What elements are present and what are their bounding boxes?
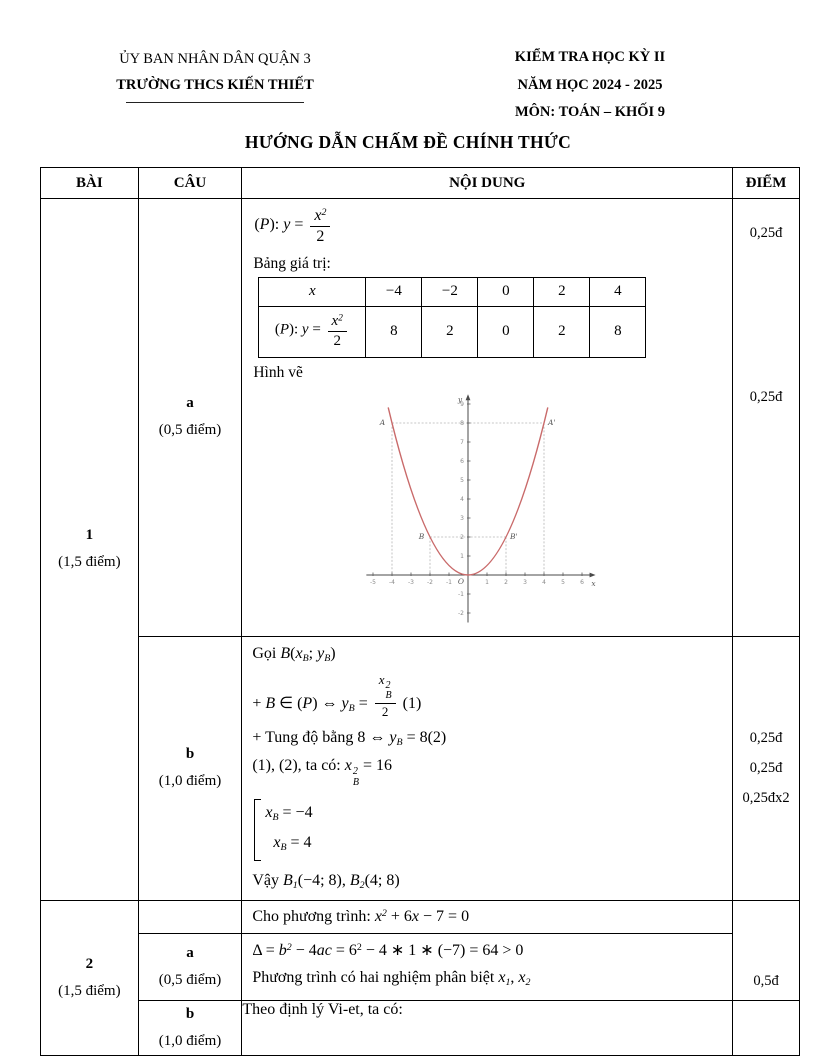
bai1-cell (41, 199, 139, 901)
cau1b-points: (1,0 điểm) (158, 773, 222, 790)
content1b-cell (242, 636, 733, 900)
content1a-cell (242, 199, 733, 637)
x-value: 2 (534, 277, 590, 306)
score-value: 0,25đ (749, 760, 783, 777)
subject-line: MÔN: TOÁN – KHỐI 9 (514, 104, 666, 120)
svg-text:6: 6 (580, 578, 585, 586)
exam-header (445, 44, 735, 127)
x-value: 4 (590, 277, 646, 306)
col-header-bai: BÀI (41, 168, 139, 199)
solution-line: Theo định lý Vi-et, ta có: (242, 1000, 403, 1018)
svg-text:1: 1 (460, 552, 465, 560)
svg-text:4: 4 (542, 578, 547, 586)
cau2a-letter: a (186, 944, 194, 961)
col-header-noidung: NỘI DUNG (242, 168, 733, 199)
solution-line: Gọi $B(x_B$; $y_B$) (252, 644, 336, 664)
diem1b-cell (733, 636, 800, 900)
table-row (41, 900, 800, 933)
school-name: TRƯỜNG THCS KIẾN THIẾT (116, 77, 314, 93)
svg-text:-1: -1 (458, 590, 465, 598)
cau1b-cell (138, 636, 242, 900)
case-line: $x_B = -4$ (265, 804, 313, 823)
svg-text:A: A (380, 417, 386, 427)
figure-label: Hình vẽ (253, 363, 303, 381)
svg-text:B: B (419, 531, 425, 541)
svg-text:1: 1 (485, 578, 490, 586)
table-row (41, 933, 800, 1000)
cau2-empty-cell (138, 900, 242, 933)
svg-text:B': B' (510, 531, 518, 541)
cau1a-letter: a (186, 395, 194, 412)
table-header-row (41, 168, 800, 199)
x-value: −2 (422, 277, 478, 306)
svg-text:-2: -2 (458, 609, 465, 617)
table-row (41, 199, 800, 637)
content2b-cell (242, 1000, 733, 1055)
cases-bracket (252, 797, 312, 863)
solution-line: $\Delta = b^2 - 4ac = 6^2 - 4$ ∗ 1 ∗ (−7) = 64 > 0 (252, 941, 524, 959)
cau2a-points: (0,5 điểm) (158, 971, 222, 988)
solution-cases (252, 797, 722, 863)
bai2-cell (41, 900, 139, 1055)
solution-line: Vậy $B_1(-4$; 8), $B_2(4$; 8) (252, 871, 400, 891)
col-header-cau: CÂU (138, 168, 242, 199)
svg-text:-5: -5 (370, 578, 377, 586)
value-table-y-row (259, 306, 646, 357)
cau1a-cell (138, 199, 242, 637)
solution-line: (1), (2), ta có: x 2 B = 16 (252, 756, 392, 788)
svg-text:5: 5 (460, 476, 465, 484)
solution-line: Phương trình có hai nghiệm phân biệt $x_1$, $x_2$ (252, 968, 531, 988)
equation-line: Cho phương trình: $x^2 + 6x - 7 = 0$ (252, 907, 470, 925)
svg-text:3: 3 (460, 514, 465, 522)
x-label-cell: x (259, 277, 366, 306)
svg-text:8: 8 (460, 419, 465, 427)
svg-text:x: x (591, 578, 597, 588)
svg-text:4: 4 (460, 495, 465, 503)
cau2b-cell (138, 1000, 242, 1055)
y-value: 0 (478, 306, 534, 357)
value-table-x-row (259, 277, 646, 306)
answer-key-table (40, 167, 800, 1056)
parabola-equation: (P): y = $\frac{x^2}{2}$ (254, 207, 724, 247)
table-row (41, 1000, 800, 1055)
diem1a-cell (733, 199, 800, 637)
svg-text:A': A' (548, 417, 556, 427)
y-value: 2 (422, 306, 478, 357)
svg-text:6: 6 (460, 457, 465, 465)
score-value: 0,25đx2 (742, 790, 790, 807)
y-value: 2 (534, 306, 590, 357)
svg-text:-2: -2 (427, 578, 434, 586)
cau2b-letter: b (185, 1005, 195, 1022)
diem2a-cell (733, 900, 800, 1000)
cau2a-cell (138, 933, 242, 1000)
cau1b-letter: b (185, 746, 195, 763)
figure-container (336, 386, 724, 636)
y-value: 8 (366, 306, 422, 357)
svg-text:-3: -3 (408, 578, 415, 586)
case-line: $x_B = 4$ (273, 834, 312, 853)
table-row (41, 636, 800, 900)
school-header (75, 46, 355, 103)
value-table (258, 277, 646, 358)
svg-text:-1: -1 (446, 578, 453, 586)
value-table-label: Bảng giá trị: (253, 254, 331, 272)
y-formula-cell: (P): y = $\frac{x^2}{2}$ (259, 306, 366, 357)
solution-line: + Tung độ bằng 8 ⇔ $y_B = 8(2)$ (252, 728, 447, 748)
svg-text:O: O (458, 576, 465, 586)
svg-text:5: 5 (561, 578, 566, 586)
bai2-number: 2 (85, 955, 94, 972)
score-value: 0,25đ (749, 730, 783, 747)
score-value: 0,5đ (753, 972, 779, 989)
content2a-cell (242, 933, 733, 1000)
svg-text:-4: -4 (389, 578, 396, 586)
solution-line: + B ∈ (P) ⇔ $y_B$ = x 2 B 2 (1) (252, 671, 422, 719)
cau1a-points: (0,5 điểm) (158, 422, 222, 439)
y-value: 8 (590, 306, 646, 357)
x-value: 0 (478, 277, 534, 306)
x-value: −4 (366, 277, 422, 306)
col-header-diem: ĐIỂM (733, 168, 800, 199)
svg-text:y: y (458, 394, 463, 404)
svg-text:2: 2 (460, 533, 465, 541)
bai1-number: 1 (85, 527, 94, 544)
org-name: ỦY BAN NHÂN DÂN QUẬN 3 (119, 51, 311, 67)
svg-text:2: 2 (504, 578, 509, 586)
svg-text:9: 9 (460, 400, 465, 408)
score-value: 0,25đ (749, 225, 783, 241)
school-year-line: NĂM HỌC 2024 - 2025 (517, 76, 663, 93)
svg-text:3: 3 (523, 578, 528, 586)
diem2b-cell (733, 1000, 800, 1055)
bai2-points: (1,5 điểm) (58, 982, 121, 999)
page-title: HƯỚNG DẪN CHẤM ĐỀ CHÍNH THỨC (244, 132, 572, 152)
content2-intro-cell (242, 900, 733, 933)
exam-title-line: KIỂM TRA HỌC KỲ II (514, 49, 666, 65)
svg-text:7: 7 (460, 438, 465, 446)
cau2b-points: (1,0 điểm) (158, 1032, 222, 1049)
parabola-graph (336, 386, 666, 636)
bai1-points: (1,5 điểm) (58, 554, 121, 571)
header-underline (126, 102, 304, 103)
score-value: 0,25đ (749, 389, 783, 405)
